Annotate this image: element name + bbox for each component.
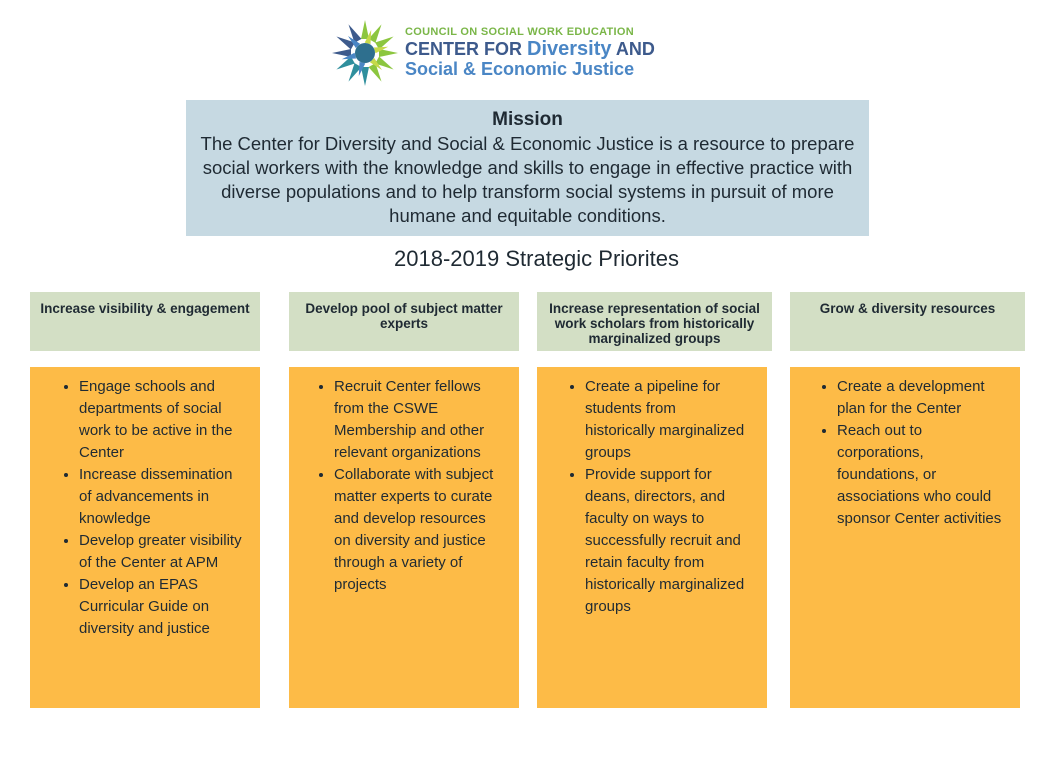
cswe-logo [330,18,660,88]
logo-center-for: CENTER FOR [405,39,528,59]
priority-list [30,376,242,640]
column-heading-visibility: Increase visibility & engagement [30,292,260,351]
list-item: • Develop an EPAS Curricular Guide on diversity and justice [79,574,242,640]
logo-and: AND [611,39,655,59]
mission-title: Mission [492,109,563,130]
priorities-title: 2018-2019 Strategic Priorites [394,246,679,271]
priority-list [790,376,1002,530]
column-body-visibility [30,367,260,708]
sunburst-logo-icon [330,18,400,88]
list-item: • Recruit Center fellows from the CSWE Membership and other relevant organizations [334,376,501,464]
list-item: • Engage schools and departments of social work to be active in the Center [79,376,242,464]
logo-line-council: COUNCIL ON SOCIAL WORK EDUCATION [405,26,634,38]
column-heading-representation: Increase representation of social work scholars from historically marginalized groups [537,292,772,351]
logo-diversity: Diversity [527,38,612,60]
list-item: • Provide support for deans, directors, and faculty on ways to successfully recruit and retain faculty from historically marginalized groups [585,464,749,618]
mission-box [186,100,869,236]
column-body-representation [537,367,767,708]
list-item: • Reach out to corporations, foundations, or associations who could sponsor Center activities [837,420,1002,530]
logo-line-center [405,39,655,59]
list-item: • Collaborate with subject matter experts to curate and develop resources on diversity and justice through a variety of projects [334,464,501,596]
logo-line-justice: Social & Economic Justice [405,59,635,79]
mission-text: The Center for Diversity and Social & Economic Justice is a resource to prepare social workers with the knowledge and skills to engage in effective practice with diverse populations and to help transform social systems in pursuit of more humane and equitable conditions. [200,133,855,226]
column-heading-resources: Grow & diversity resources [790,292,1025,351]
list-item: • Increase dissemination of advancements in knowledge [79,464,242,530]
column-body-resources [790,367,1020,708]
list-item: • Develop greater visibility of the Center at APM [79,530,242,574]
list-item: • Create a development plan for the Center [837,376,1002,420]
priority-list [289,376,501,596]
column-heading-experts: Develop pool of subject matter experts [289,292,519,351]
column-body-experts [289,367,519,708]
list-item: • Create a pipeline for students from historically marginalized groups [585,376,749,464]
priority-list [537,376,749,618]
